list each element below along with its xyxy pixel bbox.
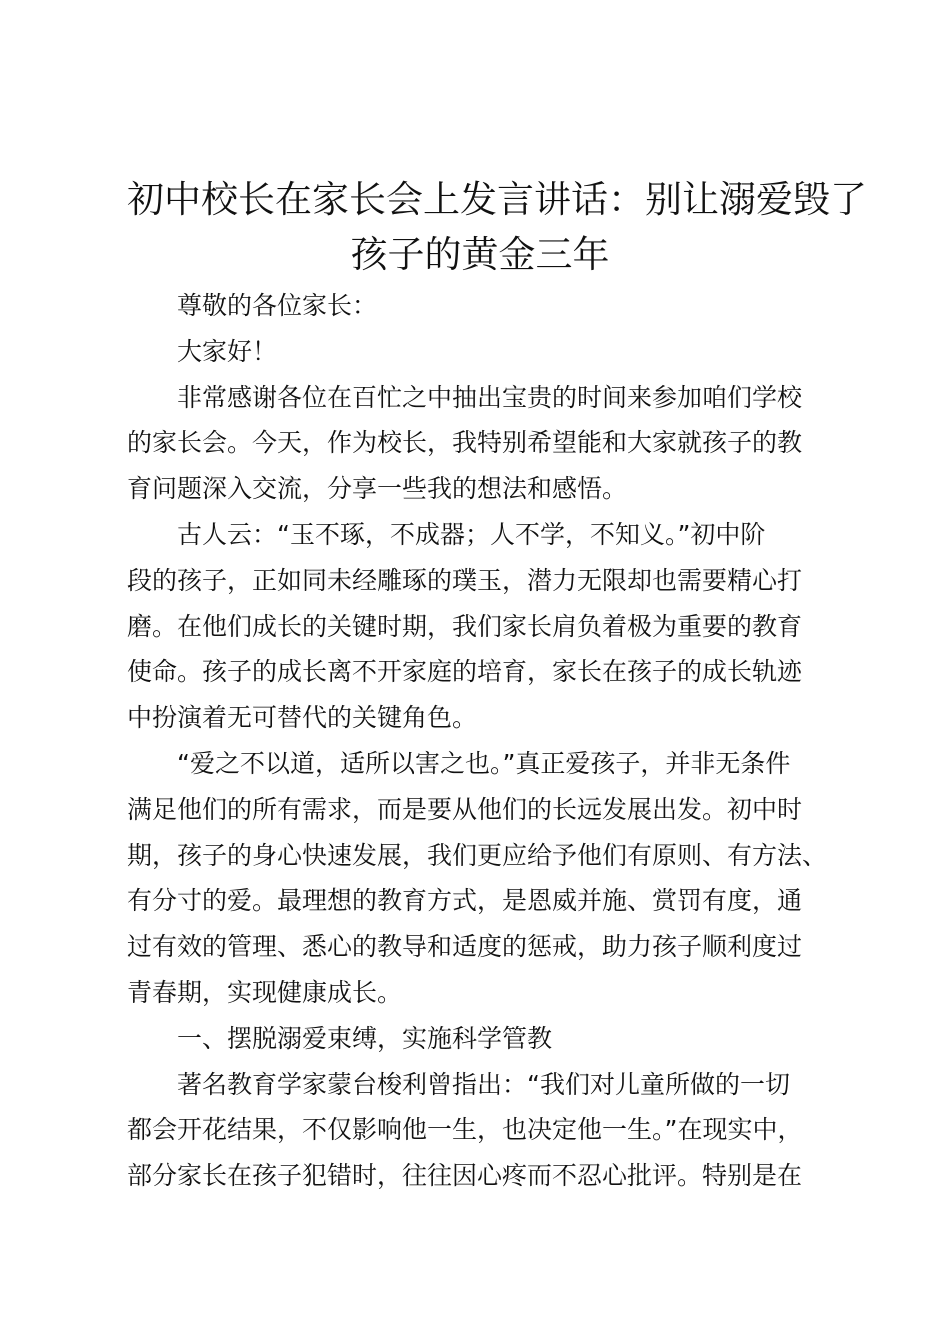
text-line: 尊敬的各位家长： bbox=[177, 291, 378, 320]
paragraph-montessori bbox=[127, 1062, 833, 1199]
document-title bbox=[127, 172, 867, 282]
text-line: 过有效的管理、悉心的教导和适度的惩戒，助力孩子顺利度过 bbox=[127, 932, 803, 962]
text-line: 一、摆脱溺爱束缚，实施科学管教 bbox=[177, 1023, 553, 1053]
document-body bbox=[127, 283, 833, 1199]
text-line: 青春期，实现健康成长。 bbox=[127, 977, 403, 1007]
text-line: 中扮演着无可替代的关键角色。 bbox=[127, 703, 478, 733]
section-heading-1 bbox=[127, 1016, 833, 1062]
greeting bbox=[127, 329, 833, 375]
text-line: 磨。在他们成长的关键时期，我们家长肩负着极为重要的教育 bbox=[127, 611, 803, 641]
title-line-2: 孩子的黄金三年 bbox=[350, 233, 610, 276]
paragraph-intro bbox=[127, 375, 833, 512]
text-line: 著名教育学家蒙台梭利曾指出：“我们对儿童所做的一切 bbox=[177, 1069, 790, 1099]
text-line: 非常感谢各位在百忙之中抽出宝贵的时间来参加咱们学校 bbox=[177, 382, 803, 412]
text-line: 育问题深入交流，分享一些我的想法和感悟。 bbox=[127, 474, 628, 504]
text-line: 大家好！ bbox=[177, 336, 278, 366]
paragraph-true-love bbox=[127, 741, 833, 1016]
salutation bbox=[127, 283, 833, 329]
text-line: 的家长会。今天，作为校长，我特别希望能和大家就孩子的教 bbox=[127, 428, 803, 458]
text-line: 满足他们的所有需求，而是要从他们的长远发展出发。初中时 bbox=[127, 794, 803, 824]
text-line: 段的孩子，正如同未经雕琢的璞玉，潜力无限却也需要精心打 bbox=[127, 565, 803, 595]
text-line: 古人云：“玉不琢，不成器；人不学，不知义。”初中阶 bbox=[177, 519, 766, 549]
title-line-1: 初中校长在家长会上发言讲话：别让溺爱毁了 bbox=[127, 178, 867, 221]
text-line: 期，孩子的身心快速发展，我们更应给予他们有原则、有方法、 bbox=[127, 840, 828, 870]
text-line: “爱之不以道，适所以害之也。”真正爱孩子，并非无条件 bbox=[177, 748, 791, 778]
paragraph-ancient-saying bbox=[127, 512, 833, 741]
text-line: 有分寸的爱。最理想的教育方式，是恩威并施、赏罚有度，通 bbox=[127, 886, 803, 916]
text-line: 使命。孩子的成长离不开家庭的培育，家长在孩子的成长轨迹 bbox=[127, 657, 803, 687]
text-line: 都会开花结果，不仅影响他一生，也决定他一生。”在现实中， bbox=[127, 1115, 803, 1145]
text-line: 部分家长在孩子犯错时，往往因心疼而不忍心批评。特别是在 bbox=[127, 1161, 803, 1191]
document-page bbox=[127, 172, 867, 1199]
